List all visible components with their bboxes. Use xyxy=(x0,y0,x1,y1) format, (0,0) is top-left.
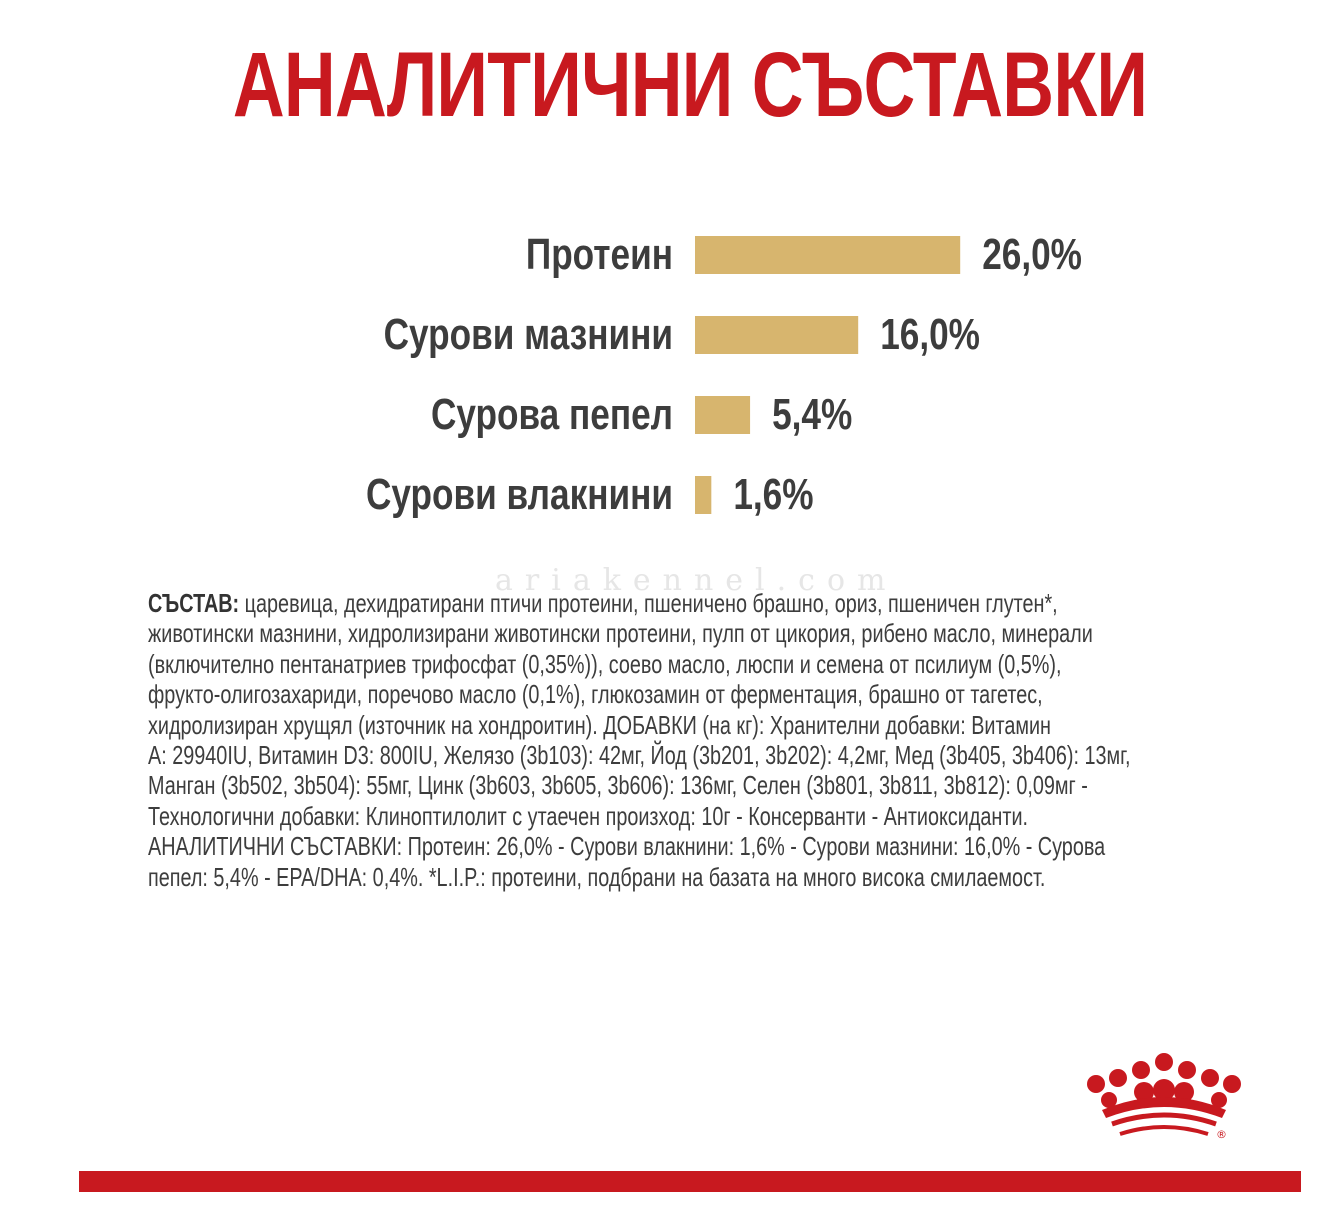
registered-mark: ® xyxy=(1216,1128,1227,1141)
category-label-2: Сурова пепел xyxy=(430,390,673,439)
footer-bar xyxy=(79,1171,1301,1192)
composition-line-9: пепел: 5,4% - EPA/DHA: 0,4%. *L.I.P.: протеини, подбрани на базата на много висока смилаемост. xyxy=(148,861,1046,892)
nutrient-bar-chart xyxy=(0,0,1330,560)
value-label-3: 1,6% xyxy=(733,470,814,519)
composition-line-7: Технологични добавки: Клиноптилолит с утаечен произход: 10г - Консерванти - Антиоксиданти. xyxy=(148,800,1029,831)
category-label-0: Протеин xyxy=(525,230,673,279)
composition-line-2: (включително пентанатриев трифосфат (0,35%)), соево масло, люспи и семена от псилиум (0,5%), xyxy=(148,648,1062,679)
composition-text xyxy=(148,588,1230,892)
bar-1 xyxy=(695,316,858,354)
bar-2 xyxy=(695,396,750,434)
value-label-1: 16,0% xyxy=(880,310,980,359)
composition-line-4: хидролизиран хрущял (източник на хондроитин). ДОБАВКИ (на кг): Хранителни добавки: Витамин xyxy=(148,709,1051,740)
composition-line-3: фрукто-олигозахариди, поречово масло (0,1%), глюкозамин от ферментация, брашно от тагетес, xyxy=(148,679,1043,710)
composition-line-5: A: 29940IU, Витамин D3: 800IU, Желязо (3b103): 42мг, Йод (3b201, 3b202): 4,2мг, Мед (3b405, 3b406): 13мг, xyxy=(148,740,1131,771)
value-label-0: 26,0% xyxy=(982,230,1082,279)
composition-label: СЪСТАВ: xyxy=(148,588,240,618)
composition-line-text: царевица, дехидратирани птичи протеини, пшеничено брашно, ориз, пшеничен глутен*, xyxy=(239,588,1058,618)
composition-line-0 xyxy=(148,588,1230,618)
category-label-1: Сурови мазнини xyxy=(383,310,673,359)
bar-0 xyxy=(695,236,960,274)
bar-3 xyxy=(695,476,711,514)
value-label-2: 5,4% xyxy=(772,390,853,439)
page-title: АНАЛИТИЧНИ СЪСТАВКИ xyxy=(232,34,1148,136)
composition-line-8: АНАЛИТИЧНИ СЪСТАВКИ: Протеин: 26,0% - Сурови влакнини: 1,6% - Сурови мазнини: 16,0% - Сурова xyxy=(148,831,1106,862)
composition-line-1: животински мазнини, хидролизирани животински протеини, пулп от цикория, рибено масло, минерали xyxy=(148,618,1093,649)
watermark-text: ariakennel.com xyxy=(495,563,898,598)
royal-canin-crown-logo-icon xyxy=(1082,1052,1248,1142)
category-label-3: Сурови влакнини xyxy=(365,470,673,519)
composition-line-6: Манган (3b502, 3b504): 55мг, Цинк (3b603, 3b605, 3b606): 136мг, Селен (3b801, 3b811, 3b812): 0,09мг - xyxy=(148,770,1088,801)
